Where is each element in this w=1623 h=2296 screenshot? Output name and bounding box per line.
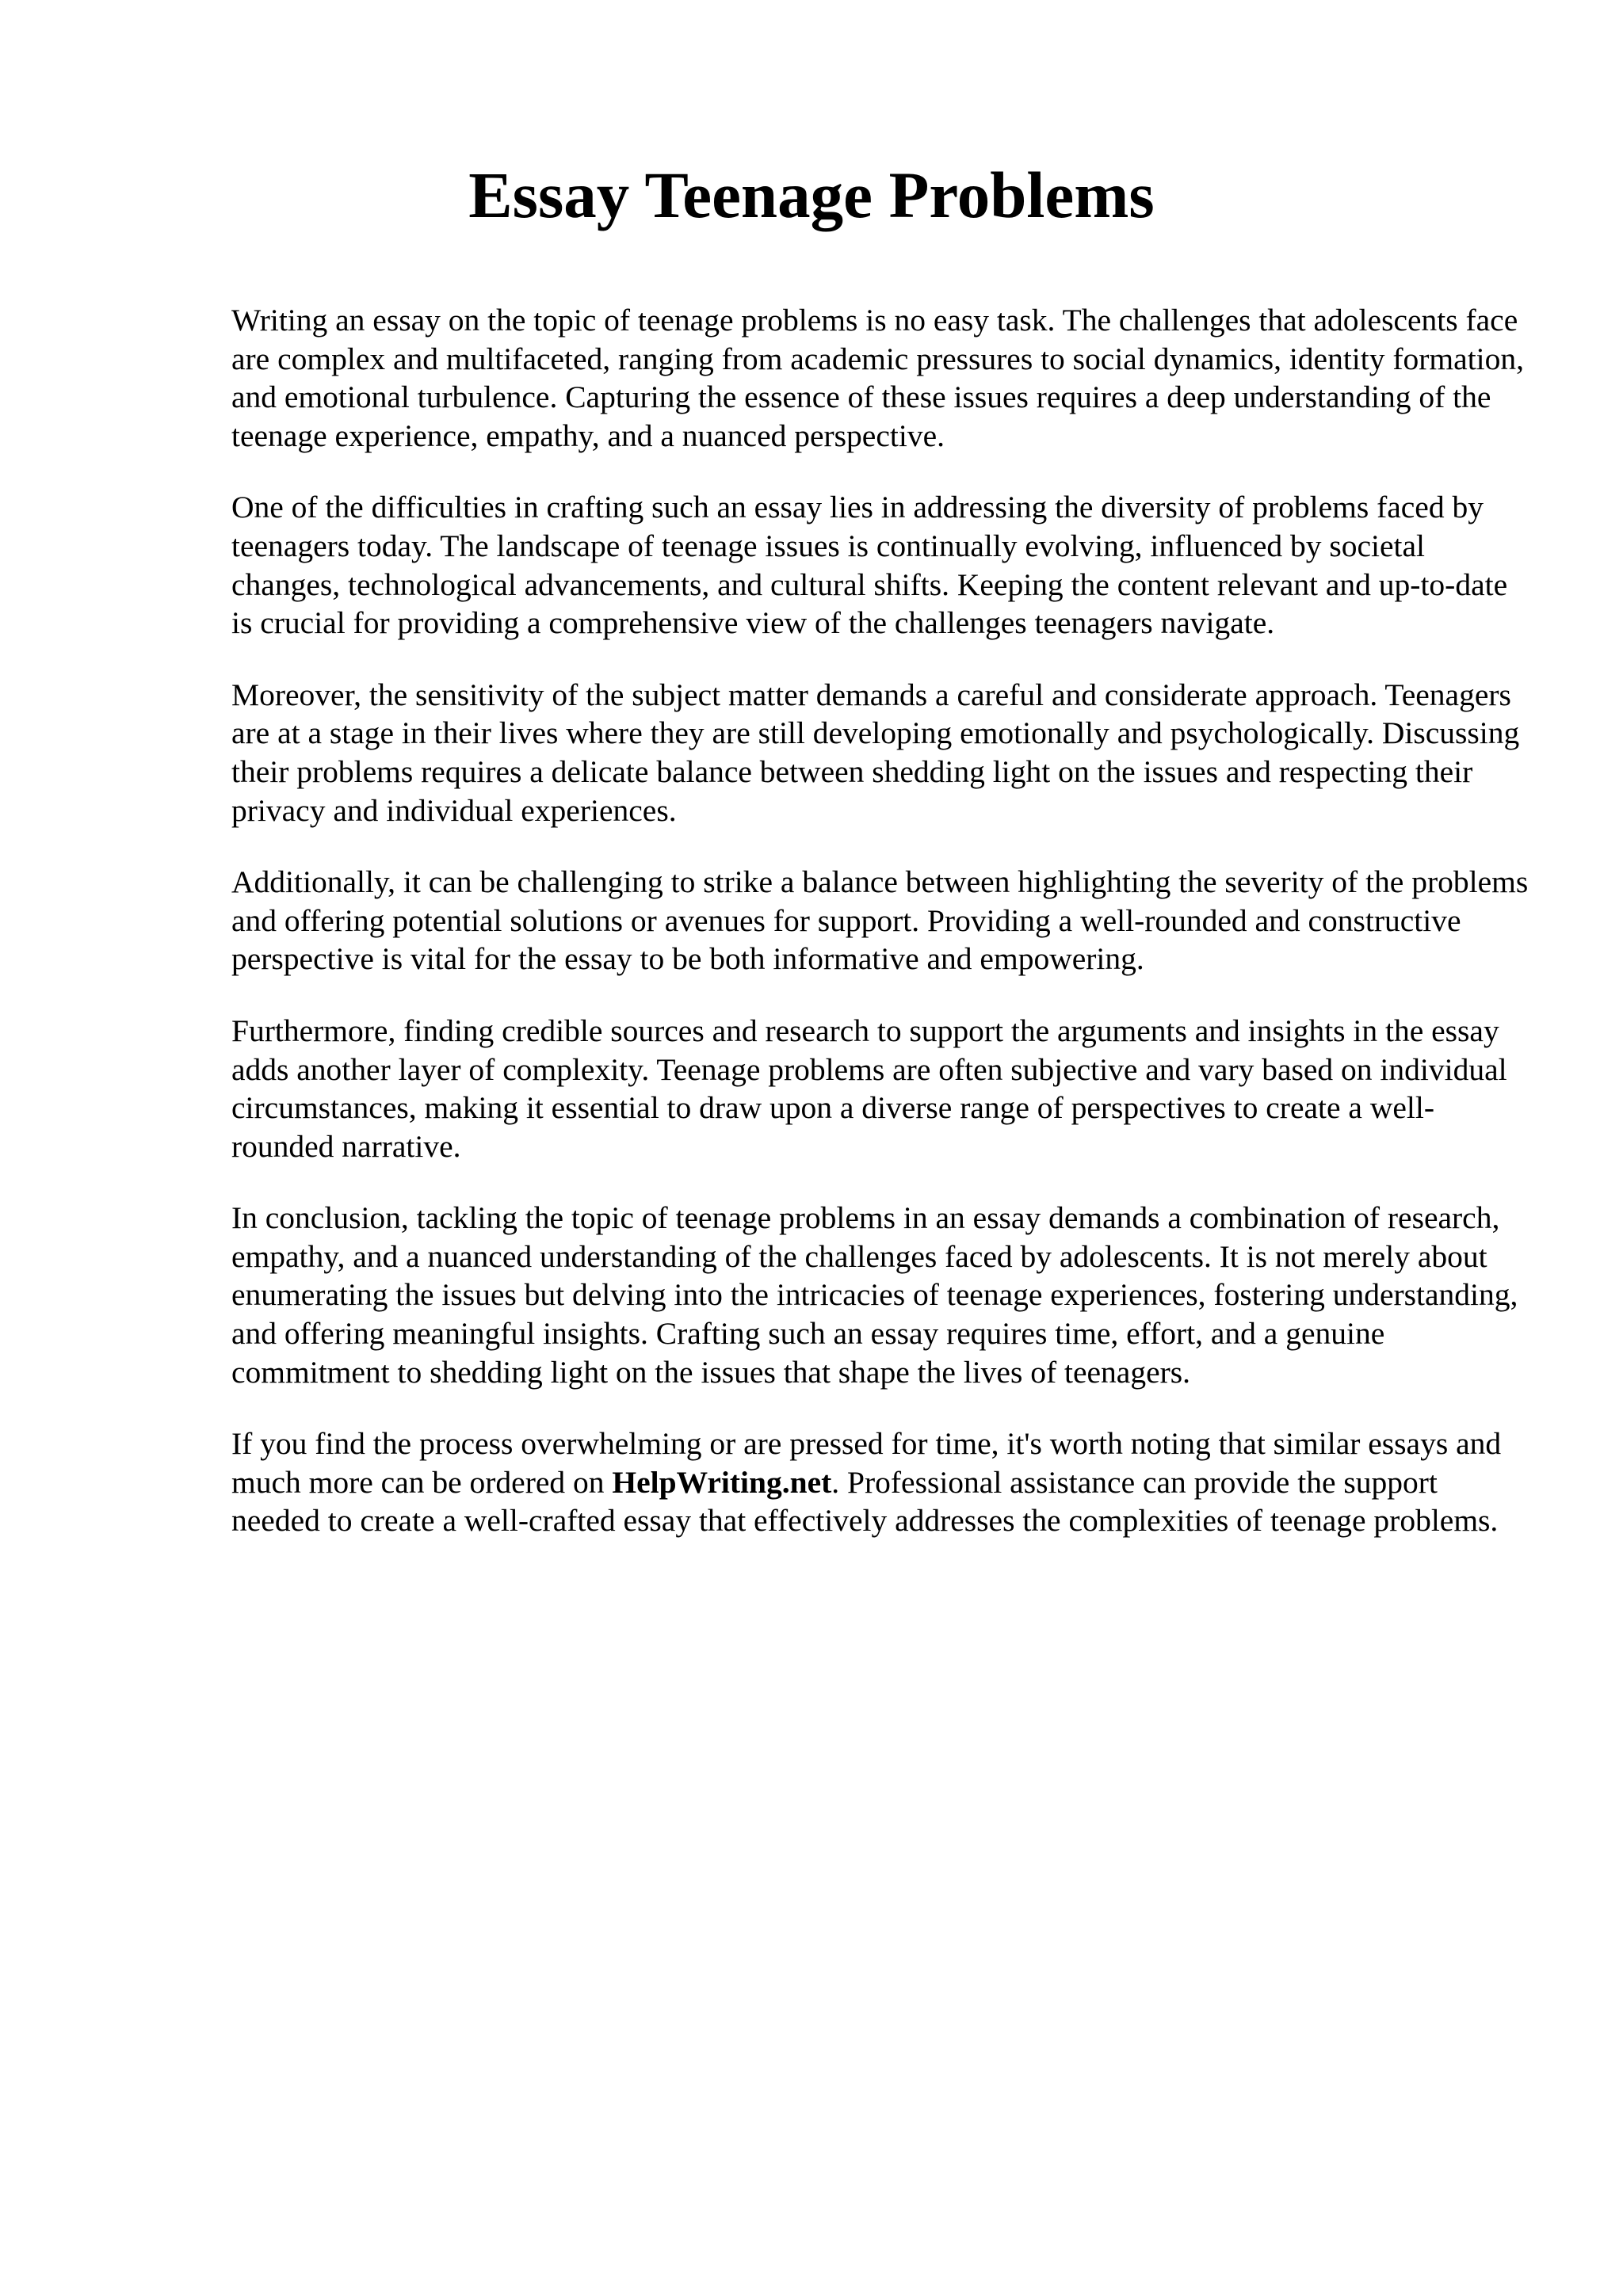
paragraph-sources: Furthermore, finding credible sources and research to support the arguments and insights in the essay adds another layer of complexity. Teenage problems are often subjective and vary based on individual circumstances, making it essential to draw upon a diverse range of perspectives to create a well-rounded narrative. <box>231 1013 1507 1164</box>
paragraph-intro: Writing an essay on the topic of teenage problems is no easy task. The challenges that adolescents face are complex and multifaceted, ranging from academic pressures to social dynamics, identity formation, and emotional turbulence. Capturing the essence of these issues requires a deep understanding of the teenage experience, empathy, and a nuanced perspective. <box>231 303 1525 453</box>
closing-text-after-link: . Professional assistance can provide the support needed to create a well-crafted essay that effectively addresses the complexities of teenage problems. <box>231 1464 1499 1539</box>
helpwriting-link[interactable]: HelpWriting.net <box>612 1464 832 1500</box>
paragraph-balance: Additionally, it can be challenging to strike a balance between highlighting the severity of the problems and offering potential solutions or avenues for support. Providing a well-rounded and constructive perspective is vital for the essay to be both informative and empowering. <box>231 864 1529 977</box>
paragraph-conclusion: In conclusion, tackling the topic of teenage problems in an essay demands a combination of research, empathy, and a nuanced understanding of the challenges faced by adolescents. It is not merely about enumerating the issues but delving into the intricacies of teenage experiences, fostering understanding, and offering meaningful insights. Crafting such an essay requires time, effort, and a genuine commitment to shedding light on the issues that shape the lives of teenagers. <box>231 1200 1518 1390</box>
closing-text-before-link: If you find the process overwhelming or are pressed for time, it's worth noting that similar essays and much more can be ordered on <box>231 1426 1502 1500</box>
document-body <box>231 301 1531 1573</box>
paragraph-closing <box>231 1425 1531 1540</box>
paragraph-diversity: One of the difficulties in crafting such an essay lies in addressing the diversity of problems faced by teenagers today. The landscape of teenage issues is continually evolving, influenced by societal changes, technological advancements, and cultural shifts. Keeping the content relevant and up-to-date is crucial for providing a comprehensive view of the challenges teenagers navigate. <box>231 490 1508 641</box>
paragraph-sensitivity: Moreover, the sensitivity of the subject matter demands a careful and considerate approach. Teenagers are at a stage in their lives where they are still developing emotionally and psychologically. Discussing their problems requires a delicate balance between shedding light on the issues and respecting their privacy and individual experiences. <box>231 677 1520 828</box>
document-title: Essay Teenage Problems <box>468 158 1155 231</box>
